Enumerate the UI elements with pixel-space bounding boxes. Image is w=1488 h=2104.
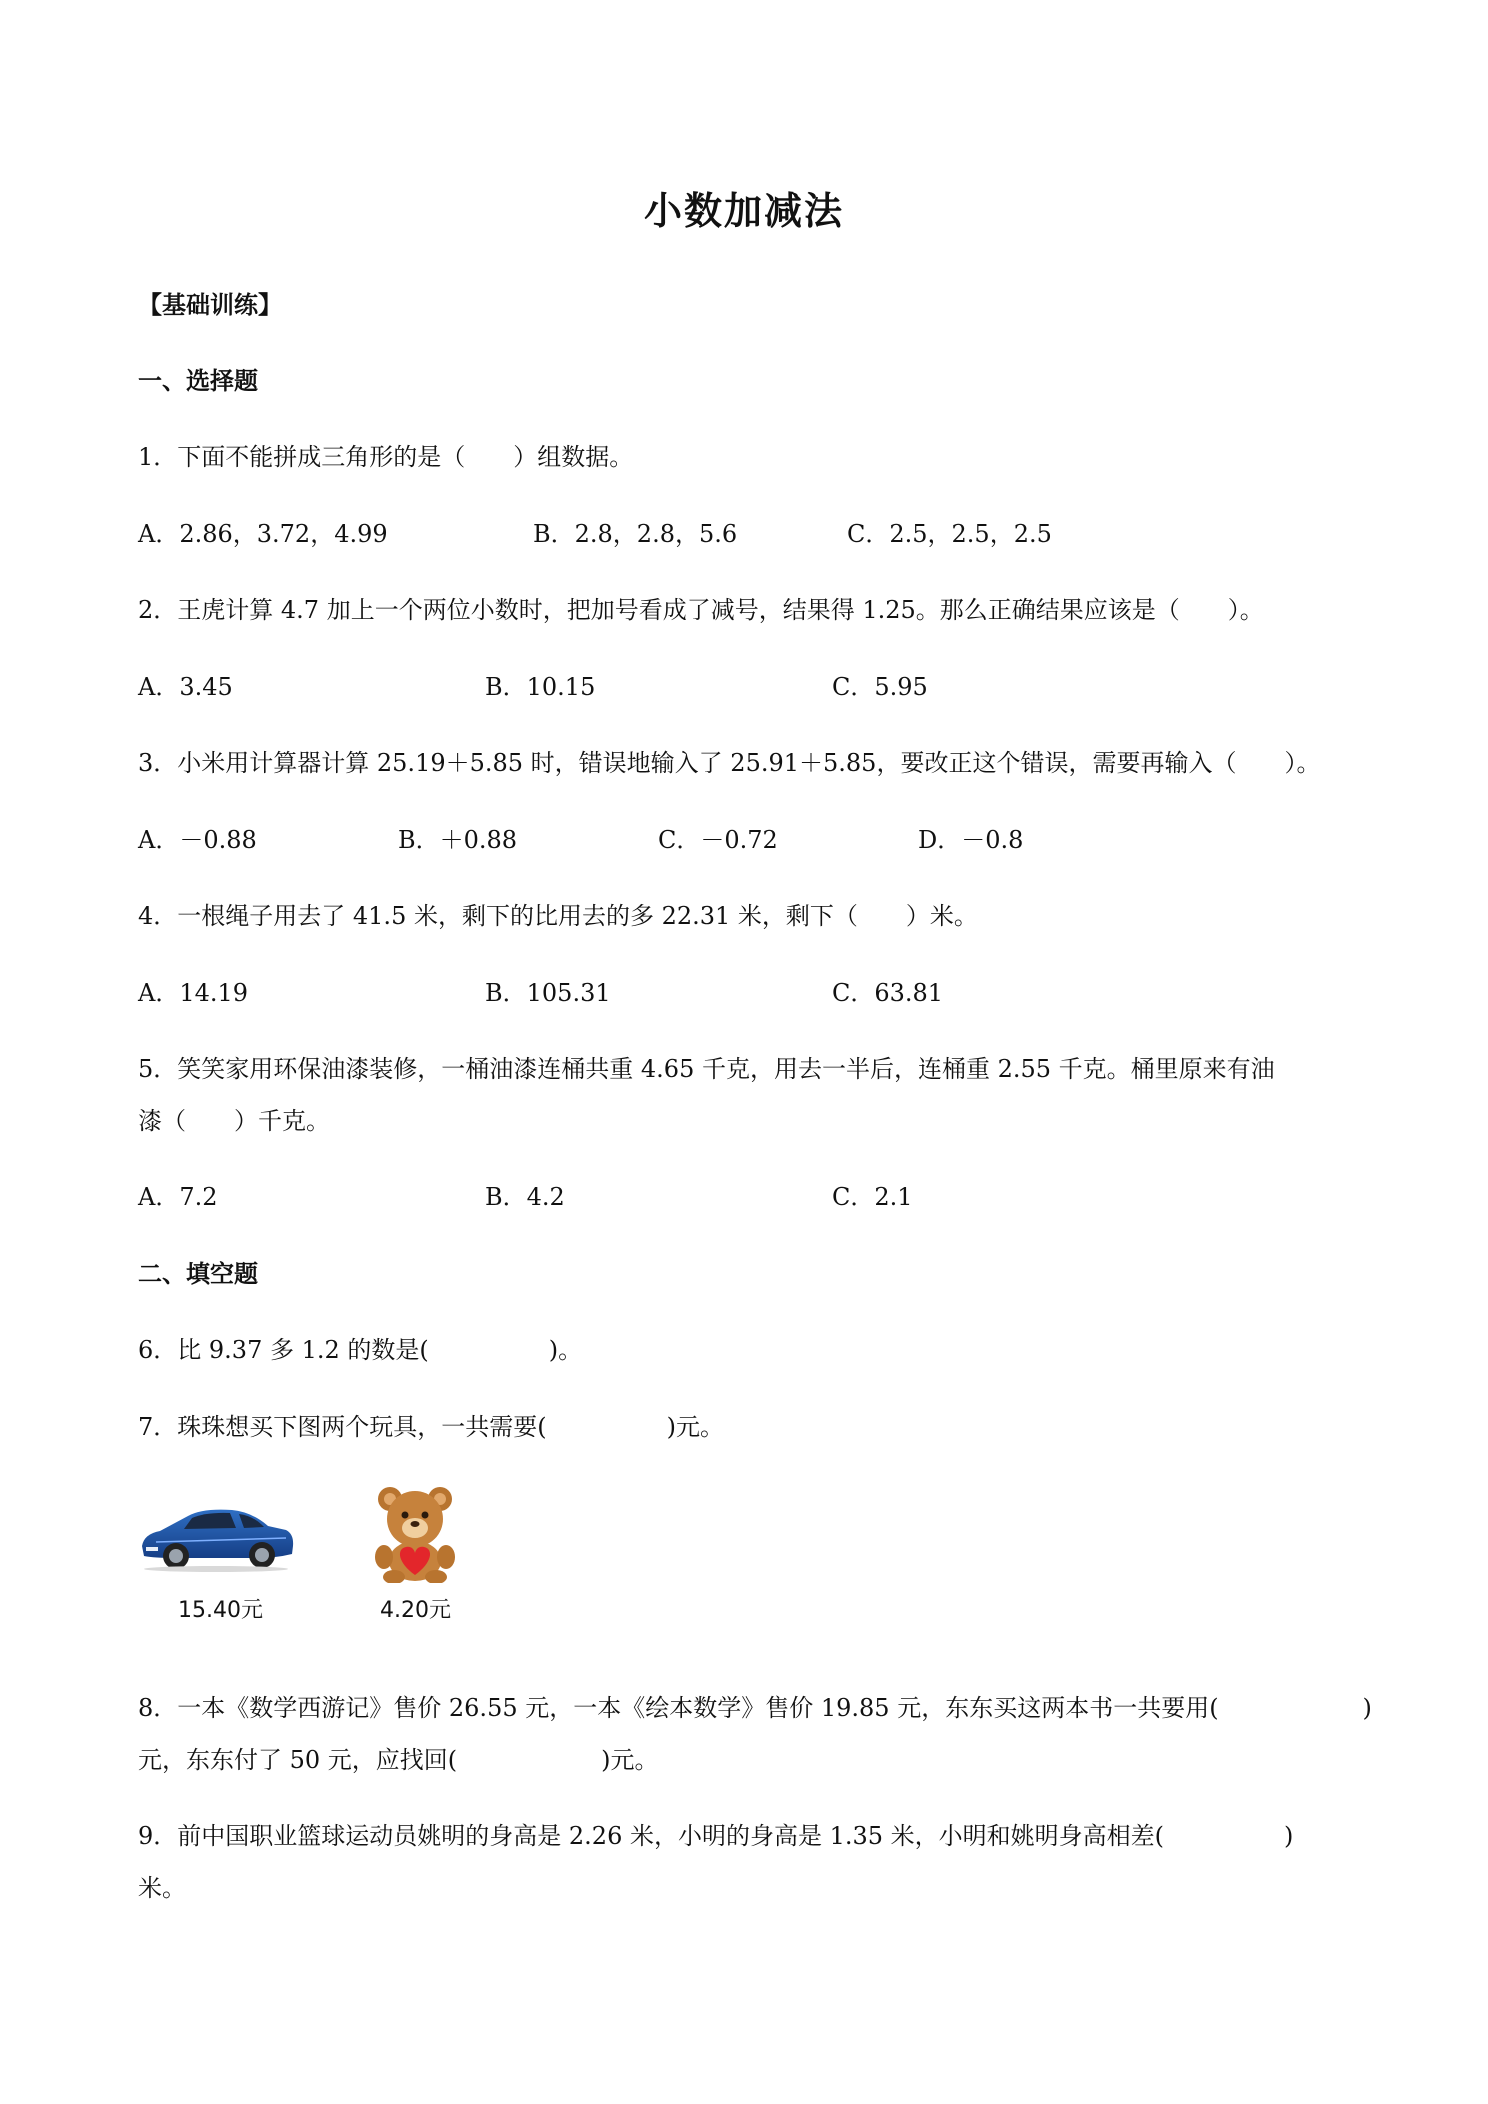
q3-option-c: C．－0.72: [658, 826, 778, 854]
question-8-line-2: 元，东东付了 50 元，应找回( )元。: [138, 1746, 659, 1774]
section-basic-heading: 【基础训练】: [138, 290, 282, 319]
section-fill-heading: 二、填空题: [138, 1259, 258, 1288]
page-title: 小数加减法: [643, 188, 844, 233]
question-5-line-1: 5．笑笑家用环保油漆装修，一桶油漆连桶共重 4.65 千克，用去一半后，连桶重 2.55 千克。桶里原来有油: [138, 1055, 1275, 1083]
q2-option-c: C．5.95: [832, 673, 928, 701]
q2-option-a: A．3.45: [138, 673, 233, 701]
question-1: 1．下面不能拼成三角形的是（ ）组数据。: [138, 443, 634, 471]
q3-option-a: A．－0.88: [138, 826, 257, 854]
question-2: 2．王虎计算 4.7 加上一个两位小数时，把加号看成了减号，结果得 1.25。那么正确结果应该是（ ）。: [138, 596, 1264, 624]
section-choice-heading: 一、选择题: [138, 366, 258, 395]
q3-option-b: B．＋0.88: [398, 826, 518, 854]
question-7: 7．珠珠想买下图两个玩具，一共需要( )元。: [138, 1413, 724, 1441]
question-4: 4．一根绳子用去了 41.5 米，剩下的比用去的多 22.31 米，剩下（ ）米。: [138, 902, 978, 930]
question-8-line-1: 8．一本《数学西游记》售价 26.55 元，一本《绘本数学》售价 19.85 元，东东买这两本书一共要用( ): [138, 1694, 1372, 1722]
q4-option-b: B．105.31: [485, 979, 611, 1007]
q2-option-b: B．10.15: [485, 673, 596, 701]
q1-option-c: C．2.5，2.5，2.5: [847, 520, 1052, 548]
question-3: 3．小米用计算器计算 25.19＋5.85 时，错误地输入了 25.91＋5.85，要改正这个错误，需要再输入（ ）。: [138, 749, 1321, 777]
question-6: 6．比 9.37 多 1.2 的数是( )。: [138, 1336, 583, 1364]
question-9-line-2: 米。: [138, 1874, 186, 1902]
q5-option-a: A．7.2: [138, 1183, 218, 1211]
q5-option-b: B．4.2: [485, 1183, 565, 1211]
teddy-bear-icon: [370, 1483, 460, 1583]
q5-option-c: C．2.1: [832, 1183, 913, 1211]
question-9-line-1: 9．前中国职业篮球运动员姚明的身高是 2.26 米，小明的身高是 1.35 米，小明和姚明身高相差( ): [138, 1822, 1294, 1850]
toy-car-icon: [136, 1498, 296, 1573]
q1-option-b: B．2.8，2.8，5.6: [533, 520, 738, 548]
toy-car-price: 15.40元: [178, 1598, 263, 1623]
q4-option-c: C．63.81: [832, 979, 944, 1007]
teddy-bear-price: 4.20元: [380, 1598, 451, 1623]
q1-option-a: A．2.86，3.72，4.99: [138, 520, 388, 548]
question-5-line-2: 漆（ ）千克。: [138, 1107, 330, 1135]
q4-option-a: A．14.19: [138, 979, 249, 1007]
q3-option-d: D．－0.8: [918, 826, 1024, 854]
